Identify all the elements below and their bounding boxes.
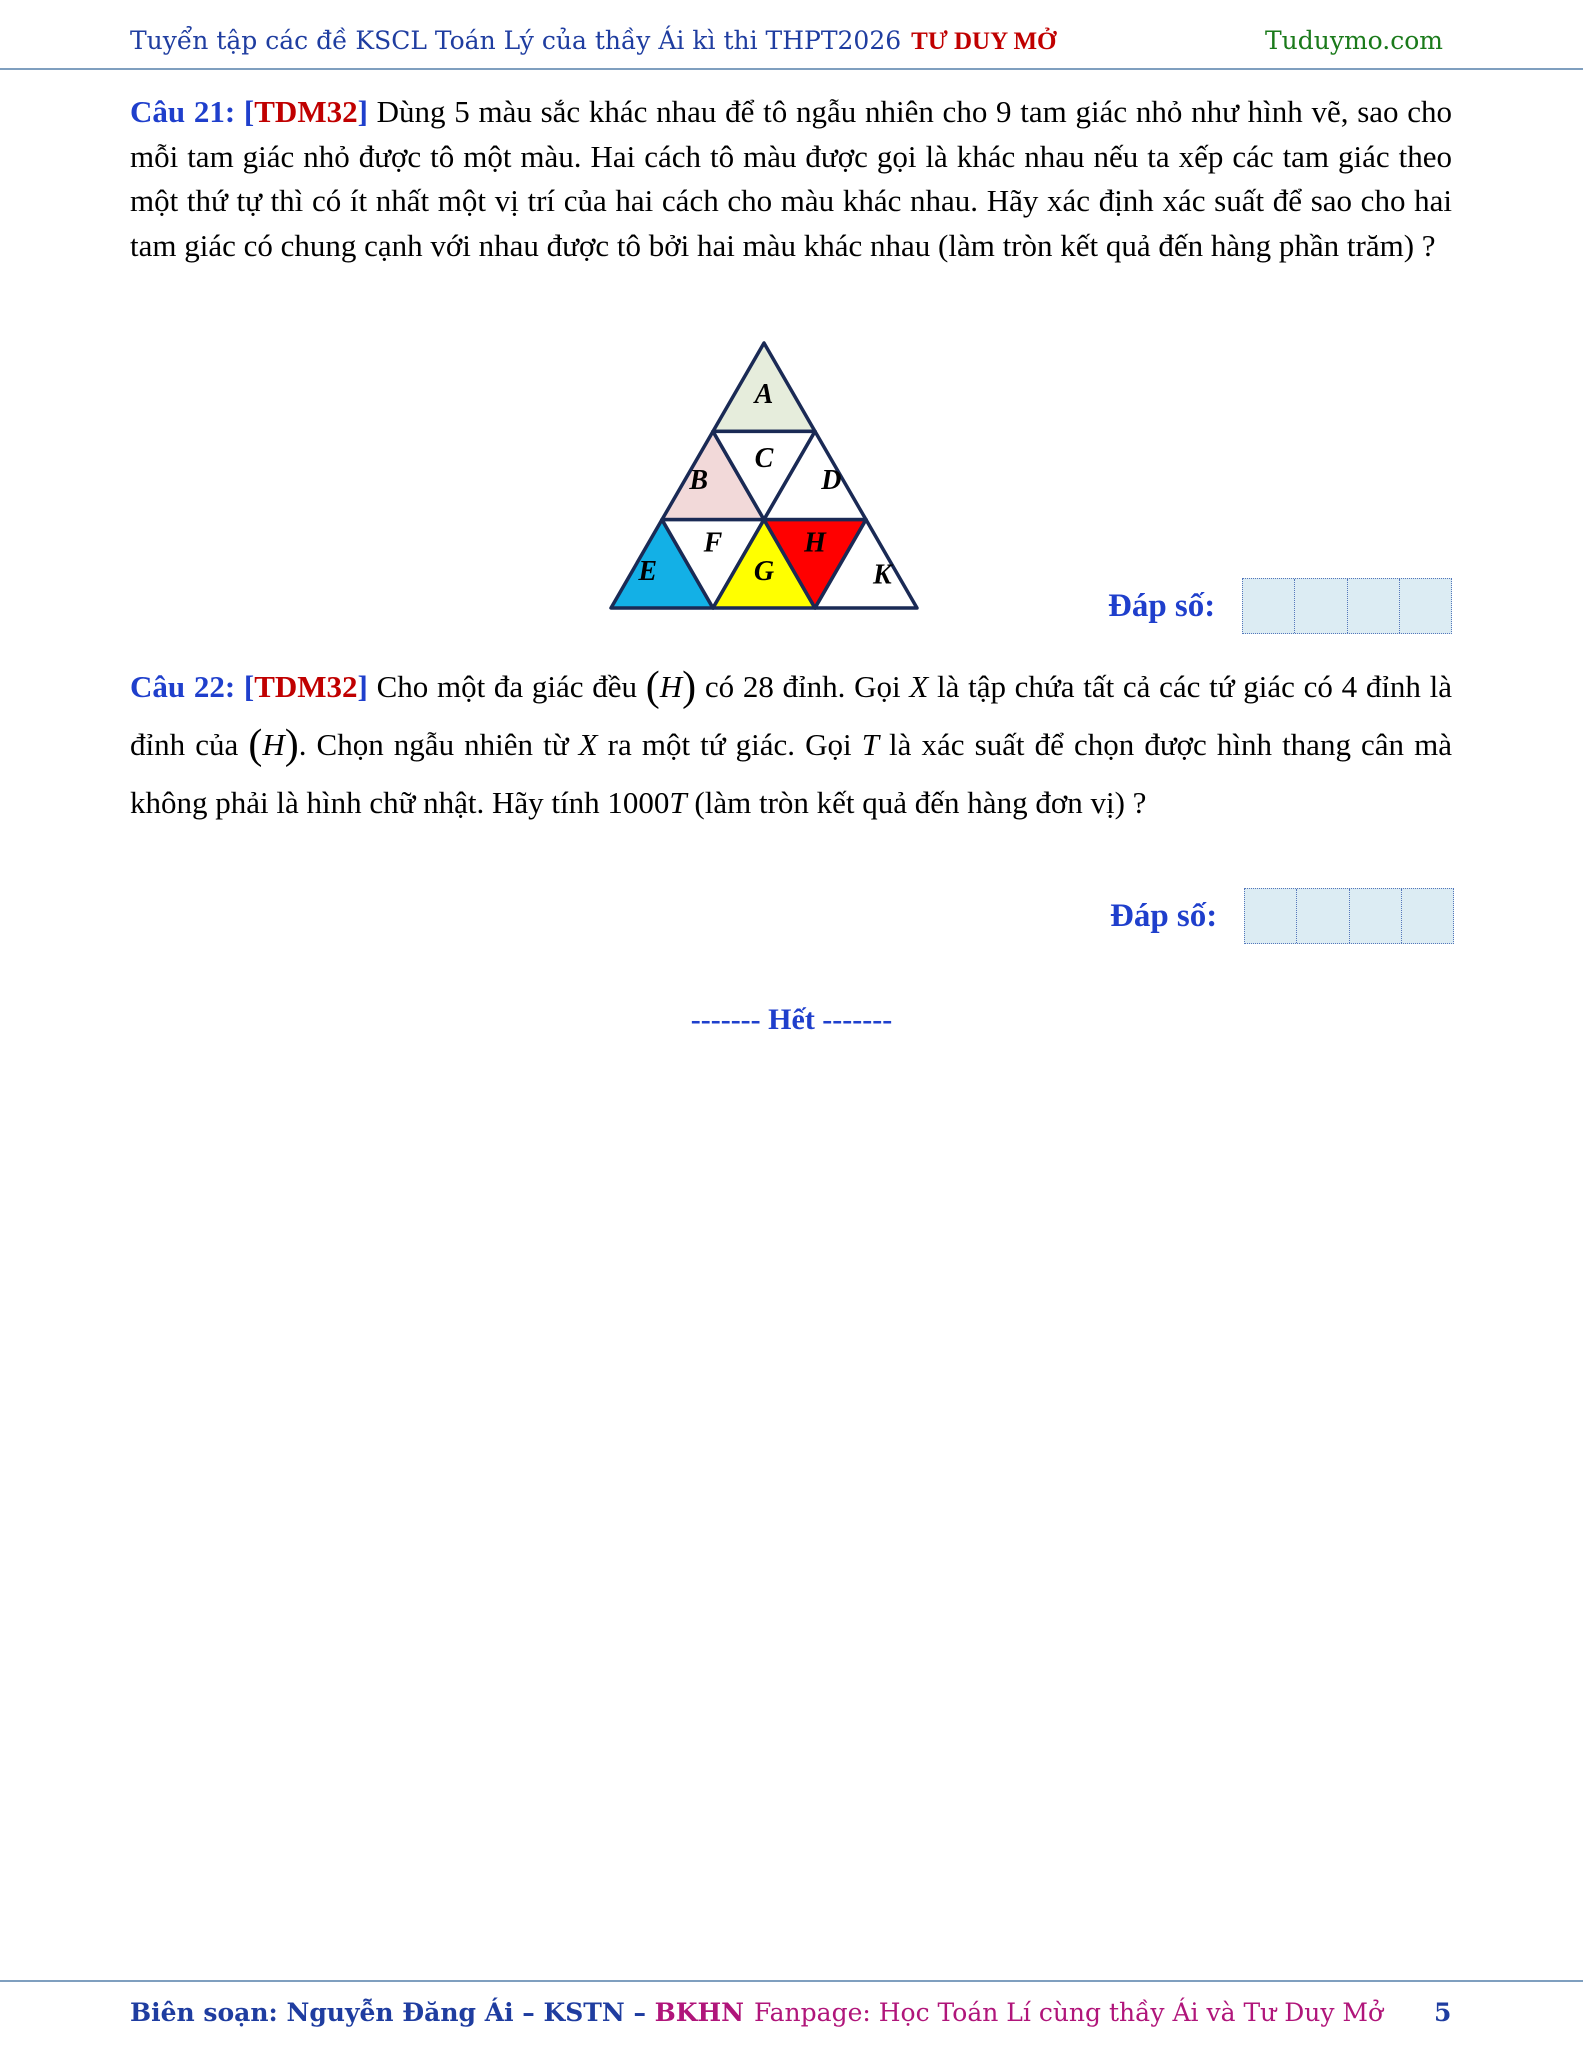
answer-22 [1110, 888, 1454, 944]
math-H: H [659, 669, 683, 704]
answer-22-boxes [1244, 888, 1454, 944]
question-22-bracket-open: [ [243, 669, 255, 704]
footer-author [130, 1998, 744, 2027]
triangle-label-k: K [872, 559, 892, 591]
math-X-2: X [578, 727, 598, 762]
header-series [130, 26, 1057, 56]
answer-22-digit-1[interactable] [1245, 889, 1297, 943]
answer-22-digit-2[interactable] [1297, 889, 1349, 943]
question-22-label: Câu 22: [130, 669, 236, 704]
math-H-2: H [262, 727, 285, 762]
answer-21 [1108, 578, 1452, 634]
question-21-bracket-open: [ [243, 94, 255, 129]
question-22-part4: . Chọn ngẫu nhiên từ [298, 727, 569, 762]
math-X: X [909, 669, 929, 704]
math-T: T [861, 727, 879, 762]
question-21-text: Dùng 5 màu sắc khác nhau để tô ngẫu nhiên cho 9 tam giác nhỏ như hình vẽ, sao cho mỗi tam giác nhỏ được tô một màu. Hai cách tô màu được gọi là khác nhau nếu ta xếp các tam giác theo một thứ tự thì có ít nhất một vị trí của hai cách cho màu khác nhau. Hãy xác định xác suất để sao cho hai tam giác có chung cạnh với nhau được tô bởi hai màu khác nhau (làm tròn kết quả đến hàng phần trăm) ? [130, 94, 1453, 263]
question-22-part7: (làm tròn kết quả đến hàng đơn vị) ? [694, 785, 1147, 820]
triangle-label-b: B [689, 464, 709, 496]
triangle-label-f: F [703, 527, 723, 559]
triangle-figure-svg [606, 338, 922, 610]
page-footer [0, 1980, 1583, 2050]
answer-21-label: Đáp số: [1108, 588, 1216, 624]
answer-21-boxes [1242, 578, 1452, 634]
header-site: Tuduymo.com [1264, 26, 1443, 55]
triangle-label-e: E [638, 555, 658, 587]
answer-22-digit-3[interactable] [1350, 889, 1402, 943]
header-brand: TƯ DUY MỞ [911, 28, 1057, 55]
question-21 [130, 90, 1452, 268]
question-22-code: TDM32 [254, 669, 358, 704]
triangle-label-g: G [753, 555, 775, 587]
triangle-label-a: A [754, 379, 774, 411]
answer-22-label: Đáp số: [1110, 898, 1218, 934]
footer-fanpage: Fanpage: Học Toán Lí cùng thầy Ái và Tư Duy Mở [754, 1998, 1384, 2027]
triangle-label-h: H [804, 527, 826, 559]
math-T-2: T [669, 785, 687, 820]
question-22-part1: Cho một đa giác đều [376, 669, 638, 704]
question-22-bracket-close: ] [357, 669, 368, 704]
question-21-label: Câu 21: [130, 94, 236, 129]
end-marker: ------- Hết ------- [690, 1003, 893, 1036]
answer-21-digit-4[interactable] [1400, 579, 1451, 633]
question-22-part2: có 28 đỉnh. Gọi [704, 669, 901, 704]
triangle-label-d: D [821, 464, 842, 496]
answer-21-digit-2[interactable] [1295, 579, 1347, 633]
footer-author-text: Biên soạn: Nguyễn Đăng Ái – KSTN – [130, 1998, 646, 2027]
triangle-figure [606, 338, 922, 610]
question-22: Câu 22: [TDM32] Cho một đa giác đều (H) có 28 đỉnh. Gọi X là tập chứa tất cả các tứ giác có 4 đỉnh là đỉnh của (H). Chọn ngẫu nhiên từ X ra một tứ giác. Gọi T là xác suất để chọn được hình thang cân mà không phải là hình chữ nhật. Hãy tính 1000T (làm tròn kết quả đến hàng đơn vị) ? [130, 664, 1453, 820]
answer-21-digit-1[interactable] [1243, 579, 1295, 633]
answer-22-digit-4[interactable] [1402, 889, 1453, 943]
answer-21-digit-3[interactable] [1348, 579, 1400, 633]
question-21-bracket-close: ] [357, 94, 368, 129]
page-number: 5 [1434, 1998, 1452, 2027]
header-series-title: Tuyển tập các đề KSCL Toán Lý của thầy Ái kì thi THPT2026 [130, 26, 902, 55]
question-22-part6: là xác suất để chọn được hình thang cân mà không phải là hình chữ nhật. Hãy tính 1000 [130, 727, 1453, 820]
page-header [0, 0, 1583, 70]
footer-org: BKHN [654, 1998, 745, 2027]
question-21-code: TDM32 [254, 94, 358, 129]
question-22-part3: là tập chứa tất cả các tứ giác có 4 đỉnh là đỉnh của [130, 669, 1453, 762]
question-22-part5: ra một tứ giác. Gọi [607, 727, 852, 762]
triangle-label-c: C [754, 442, 774, 474]
